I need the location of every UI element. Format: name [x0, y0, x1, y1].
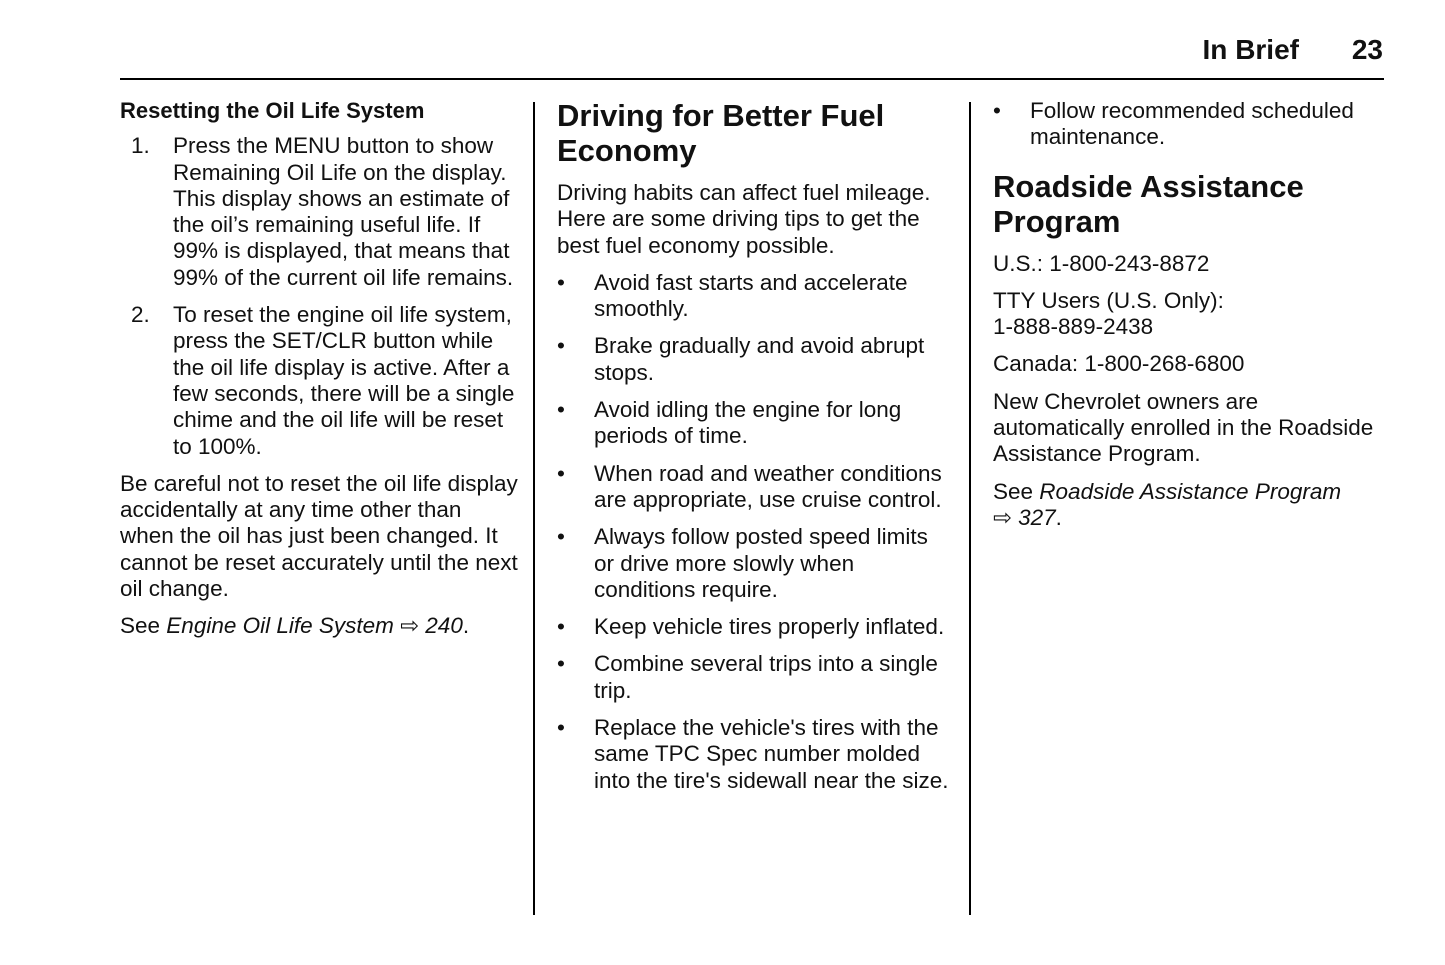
see-end: .: [462, 613, 470, 639]
header-rule: [120, 78, 1384, 80]
tty-label: TTY Users (U.S. Only):: [993, 287, 1224, 313]
fuel-tips-list: [557, 270, 952, 794]
see-reference-page: 327: [1018, 504, 1056, 530]
tip-text: Combine several trips into a single trip.: [594, 651, 938, 703]
enrollment-paragraph: New Chevrolet owners are automatically enrolled in the Roadside Assistance Program.: [993, 388, 1374, 467]
tip-text: Replace the vehicle's tires with the same TPC Spec number molded into the tire's sidewall near the size.: [594, 715, 949, 793]
see-reference-title: Roadside Assistance Program: [1039, 478, 1342, 504]
step-number: 1.: [131, 133, 150, 159]
fuel-economy-heading: Driving for Better Fuel Economy: [557, 98, 885, 168]
list-item: [557, 651, 952, 704]
oil-reset-steps: [120, 133, 520, 460]
tip-text: Brake gradually and avoid abrupt stops.: [594, 333, 925, 385]
list-item: [557, 614, 952, 640]
list-item: [557, 397, 952, 450]
tty-number: 1-888-889-2438: [993, 314, 1154, 340]
caution-paragraph: Be careful not to reset the oil life display accidentally at any time other than when the oil has just been changed. It cannot be reset accurately until the next oil change.: [120, 470, 518, 602]
bullet-icon: •: [557, 460, 565, 486]
step-text: Press the MENU button to show Remaining Oil Life on the display. This display shows an estimate of the oil’s remaining useful life. If 99% is displayed, that means that 99% of the current oil life remains.: [173, 133, 514, 290]
step-item: [120, 302, 520, 460]
see-reference: [993, 479, 1388, 532]
column-fuel-economy: [557, 98, 952, 805]
page-header: [120, 34, 1383, 74]
step-item: [120, 133, 520, 291]
see-reference-page: 240: [425, 613, 463, 639]
list-item: [557, 333, 952, 386]
page-arrow-icon: ⇨: [400, 613, 420, 639]
bullet-icon: •: [557, 397, 565, 423]
list-item: [557, 715, 952, 794]
canada-phone: Canada: 1-800-268-6800: [993, 351, 1245, 377]
tip-text: When road and weather conditions are appropriate, use cruise control.: [594, 460, 942, 512]
bullet-icon: •: [557, 333, 565, 359]
list-item: [557, 270, 952, 323]
see-reference-link[interactable]: [166, 613, 463, 638]
tty-phone: [993, 288, 1388, 341]
column-oil-life: [120, 98, 520, 651]
see-end: .: [1055, 504, 1062, 530]
see-reference-link[interactable]: [993, 479, 1341, 530]
maintenance-list: [993, 98, 1388, 151]
column-divider-1: [533, 102, 535, 915]
step-number: 2.: [131, 302, 150, 328]
fuel-economy-intro: Driving habits can affect fuel mileage. Here are some driving tips to get the best fuel economy possible.: [557, 180, 931, 258]
see-reference: [120, 613, 520, 639]
bullet-icon: •: [557, 614, 565, 640]
column-roadside: [993, 98, 1388, 542]
bullet-icon: •: [557, 715, 565, 741]
us-phone: U.S.: 1-800-243-8872: [993, 250, 1210, 276]
list-item: [557, 461, 952, 514]
page-number: 23: [1351, 34, 1383, 65]
tip-text: Avoid idling the engine for long periods of time.: [594, 397, 902, 449]
roadside-heading: Roadside Assistance Program: [993, 168, 1304, 239]
tip-text: Keep vehicle tires properly inflated.: [594, 614, 945, 640]
tip-text: Avoid fast starts and accelerate smoothly.: [594, 269, 908, 322]
see-reference-title: Engine Oil Life System: [166, 613, 394, 639]
list-item: [557, 524, 952, 603]
bullet-icon: •: [993, 98, 1001, 123]
list-item: [993, 98, 1388, 151]
bullet-icon: •: [557, 651, 565, 677]
see-prefix: See: [120, 613, 167, 639]
tip-text: Always follow posted speed limits or drive more slowly when conditions require.: [594, 524, 928, 602]
oil-life-subheading: Resetting the Oil Life System: [120, 98, 425, 123]
section-title: In Brief: [1202, 34, 1299, 65]
see-prefix: See: [993, 478, 1040, 504]
bullet-icon: •: [557, 524, 565, 550]
bullet-icon: •: [557, 269, 565, 295]
step-text: To reset the engine oil life system, press the SET/CLR button while the oil life display is active. After a few seconds, there will be a single chime and the oil life will be reset to 100%.: [173, 302, 515, 459]
maintenance-text: Follow recommended scheduled maintenance.: [1030, 98, 1354, 150]
page-arrow-icon: ⇨: [993, 504, 1012, 530]
column-divider-2: [969, 102, 971, 915]
